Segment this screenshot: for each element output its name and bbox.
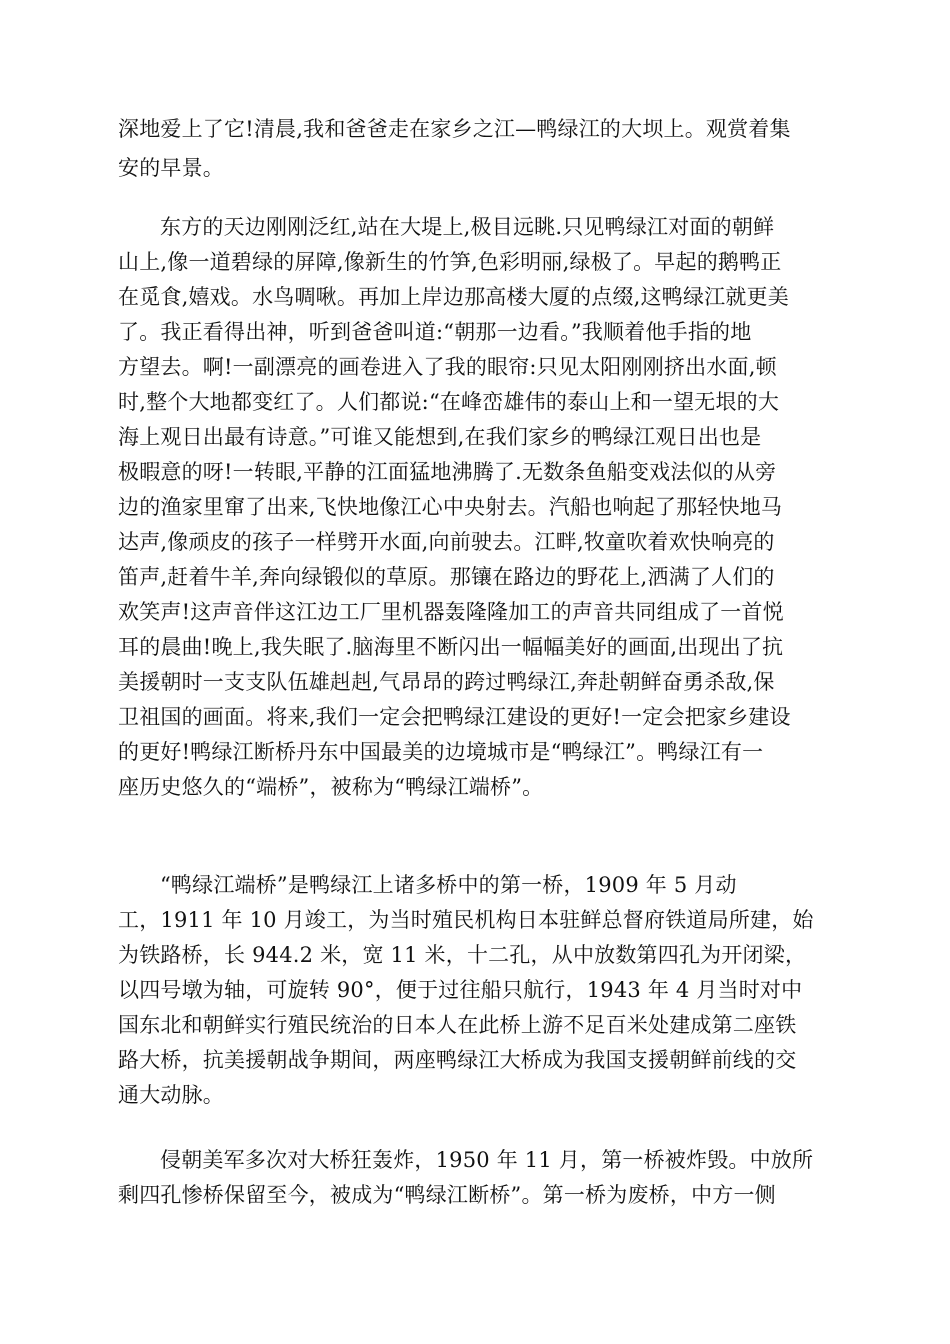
text-line: 的更好!鸭绿江断桥丹东中国最美的边境城市是“鸭绿江”。鸭绿江有一 bbox=[118, 740, 764, 764]
text-line: 座历史悠久的“端桥”，被称为“鸭绿江端桥”。 bbox=[118, 775, 544, 799]
text-line: 耳的晨曲!晚上,我失眠了.脑海里不断闪出一幅幅美好的画面,出现出了抗 bbox=[118, 635, 784, 659]
text-line: 笛声,赶着牛羊,奔向绿锻似的草原。那镶在路边的野花上,洒满了人们的 bbox=[118, 565, 775, 589]
text-line: 在觅食,嬉戏。水鸟啁啾。再加上岸边那高楼大厦的点缀,这鸭绿江就更美 bbox=[118, 285, 789, 309]
text-line: 国东北和朝鲜实行殖民统治的日本人在此桥上游不足百米处建成第二座铁 bbox=[118, 1013, 797, 1037]
text-line: 边的渔家里窜了出来,飞快地像江心中央射去。汽船也响起了那轻快地马 bbox=[118, 495, 783, 519]
text-line: 海上观日出最有诗意。”可谁又能想到,在我们家乡的鸭绿江观日出也是 bbox=[118, 425, 762, 449]
text-line: 方望去。啊!一副漂亮的画卷进入了我的眼帘:只见太阳刚刚挤出水面,顿 bbox=[118, 355, 777, 379]
text-line: “鸭绿江端桥”是鸭绿江上诸多桥中的第一桥，1909 年 5 月动 bbox=[160, 873, 737, 897]
text-line: 了。我正看得出神，听到爸爸叫道:“朝那一边看。”我顺着他手指的地 bbox=[118, 320, 752, 344]
text-line: 深地爱上了它!清晨,我和爸爸走在家乡之江—鸭绿江的大坝上。观赏着集 bbox=[118, 117, 791, 141]
text-line: 路大桥，抗美援朝战争期间，两座鸭绿江大桥成为我国支援朝鲜前线的交 bbox=[118, 1048, 797, 1072]
text-line: 欢笑声!这声音伴这江边工厂里机器轰隆隆加工的声音共同组成了一首悦 bbox=[118, 600, 784, 624]
text-line: 剩四孔惨桥保留至今，被成为“鸭绿江断桥”。第一桥为废桥，中方一侧 bbox=[118, 1183, 776, 1207]
text-line: 极暇意的呀!一转眼,平静的江面猛地沸腾了.无数条鱼船变戏法似的从旁 bbox=[118, 460, 777, 484]
text-line: 东方的天边刚刚泛红,站在大堤上,极目远眺.只见鸭绿江对面的朝鲜 bbox=[160, 215, 775, 239]
text-line: 以四号墩为轴，可旋转 90°，便于过往船只航行，1943 年 4 月当时对中 bbox=[118, 978, 803, 1002]
text-line: 安的早景。 bbox=[118, 156, 224, 180]
text-line: 通大动脉。 bbox=[118, 1083, 224, 1107]
text-line: 时,整个大地都变红了。人们都说:“在峰峦雄伟的泰山上和一望无垠的大 bbox=[118, 390, 780, 414]
text-line: 工，1911 年 10 月竣工，为当时殖民机构日本驻鲜总督府铁道局所建，始 bbox=[118, 908, 814, 932]
text-line: 美援朝时一支支队伍雄赳赳,气昂昂的跨过鸭绿江,奔赴朝鲜奋勇杀敌,保 bbox=[118, 670, 775, 694]
text-line: 达声,像顽皮的孩子一样劈开水面,向前驶去。江畔,牧童吹着欢快响亮的 bbox=[118, 530, 775, 554]
text-line: 卫祖国的画面。将来,我们一定会把鸭绿江建设的更好!一定会把家乡建设 bbox=[118, 705, 791, 729]
text-line: 山上,像一道碧绿的屏障,像新生的竹笋,色彩明丽,绿极了。早起的鹅鸭正 bbox=[118, 250, 782, 274]
text-line: 为铁路桥，长 944.2 米，宽 11 米，十二孔，从中放数第四孔为开闭梁， bbox=[118, 943, 807, 967]
text-line: 侵朝美军多次对大桥狂轰炸，1950 年 11 月，第一桥被炸毁。中放所 bbox=[160, 1148, 814, 1172]
